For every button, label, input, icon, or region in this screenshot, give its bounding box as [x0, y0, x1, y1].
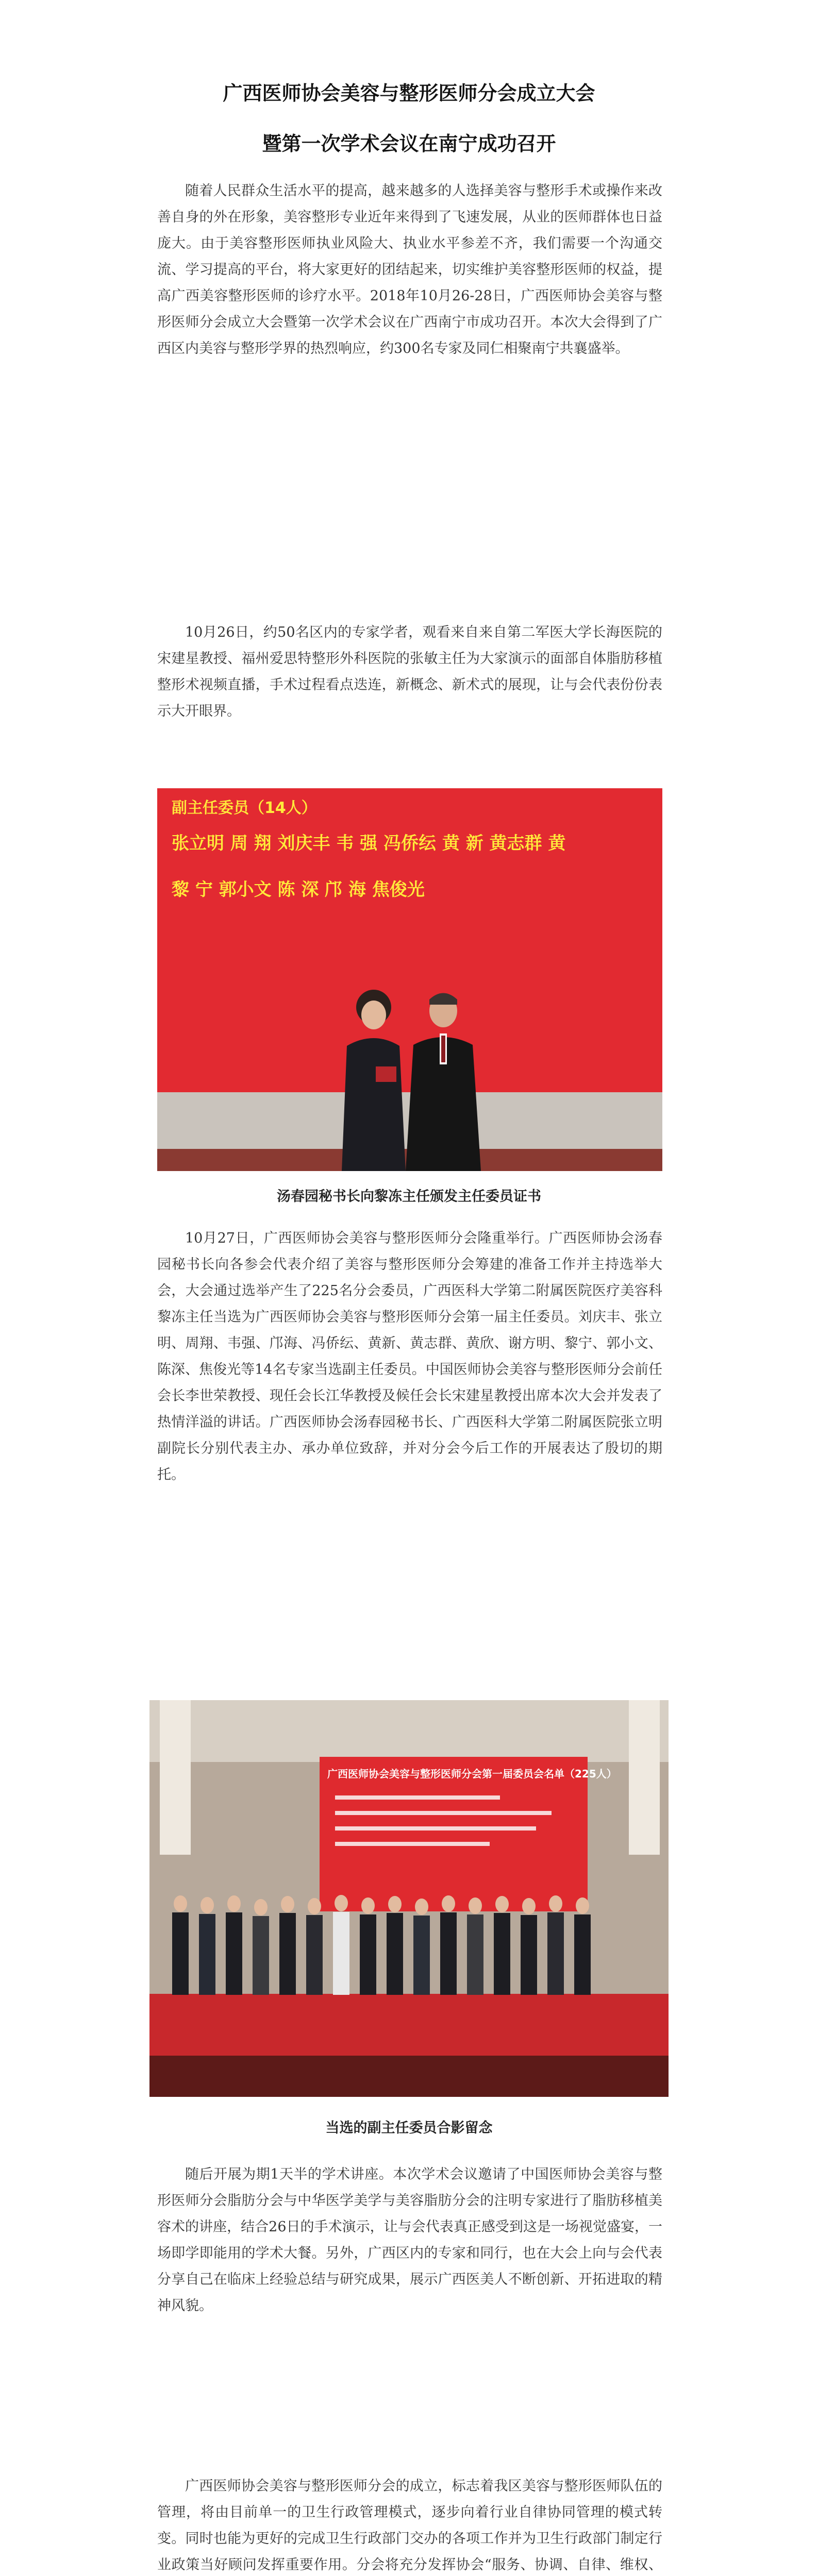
board-names-row1: 张立明 周 翔 刘庆丰 韦 强 冯侨纭 黄 新 黄志群 黄 [172, 833, 566, 854]
caption-vice-chairs: 当选的副主任委员合影留念 [325, 2120, 493, 2136]
paragraph-oct27: 10月27日，广西医师协会美容与整形医师分会隆重举行。广西医师协会汤春园秘书长向各参会代表介绍了美容与整形医师分会筹建的准备工作并主持选举大会，大会通过选举产生了225名分会委员，广西医科大学第二附属医院医疗美容科黎冻主任当选为广西医师协会美容与整形医师分会第一届主任委员。刘庆丰、张立明、周翔、韦强、邝海、冯侨纭、黄新、黄志群、黄欣、谢方明、黎宁、郭小文、陈深、焦俊光等14名专家当选副主任委员。中国医师协会美容与整形医师分会前任会长李世荣教授、现任会长江华教授及候任会长宋建星教授出席本次大会并发表了热情洋溢的讲话。广西医师协会汤春园秘书长、广西医科大学第二附属医院张立明副院长分别代表主办、承办单位致辞，并对分会今后工作的开展表达了殷切的期托。 [157, 1230, 662, 1483]
board-names-row2: 黎 宁 郭小文 陈 深 邝 海 焦俊光 [172, 879, 425, 900]
paragraph-significance: 广西医师协会美容与整形医师分会的成立，标志着我区美容与整形医师队伍的管理，将由目前单一的卫生行政管理模式，逐步向着行业自律协同管理的模式转变。同时也能为更好的完成卫生行政部门交办的各项工作并为卫生行政部门制定行业政策当好顾问发挥重要作用。分会将充分发挥协会“服务、协调、自律、维权、 [157, 2478, 662, 2573]
article-title-line2: 暨第一次学术会议在南宁成功召开 [262, 132, 556, 155]
paragraph-lectures: 随后开展为期1天半的学术讲座。本次学术会议邀请了中国医师协会美容与整形医师分会脂肪分会与中华医学美学与美容脂肪分会的注明专家进行了脂肪移植美容术的讲座，结合26日的手术演示，让与会代表真正感受到这是一场视觉盛宴，一场即学即能用的学术大餐。另外，广西区内的专家和同行，也在大会上向与会代表分享自己在临床上经验总结与研究成果，展示广西医美人不断创新、开拓进取的精神风貌。 [157, 2166, 662, 2314]
photo-certificate [157, 788, 662, 1171]
article-title-line1: 广西医师协会美容与整形医师分会成立大会 [223, 82, 595, 105]
paragraph-intro: 随着人民群众生活水平的提高，越来越多的人选择美容与整形手术或操作来改善自身的外在形象，美容整形专业近年来得到了飞速发展，从业的医师群体也日益庞大。由于美容整形医师执业风险大、执业水平参差不齐，我们需要一个沟通交流、学习提高的平台，将大家更好的团结起来，切实维护美容整形医师的权益，提高广西美容整形医师的诊疗水平。2018年10月26-28日，广西医师协会美容与整形医师分会成立大会暨第一次学术会议在广西南宁市成功召开。本次大会得到了广西区内美容与整形学界的热烈响应，约300名专家及同仁相聚南宁共襄盛举。 [157, 183, 662, 357]
photo-vice-chairs [149, 1700, 669, 2097]
board-heading: 副主任委员（14人） [172, 799, 317, 817]
screen-heading: 广西医师协会美容与整形医师分会第一届委员会名单（225人） [327, 1768, 617, 1780]
caption-certificate: 汤春园秘书长向黎冻主任颁发主任委员证书 [277, 1189, 541, 1205]
paragraph-oct26: 10月26日，约50名区内的专家学者，观看来自来自第二军医大学长海医院的宋建星教授、福州爱思特整形外科医院的张敏主任为大家演示的面部自体脂肪移植整形术视频直播，手术过程看点迭连，新概念、新术式的展现，让与会代表份份表示大开眼界。 [157, 624, 662, 719]
